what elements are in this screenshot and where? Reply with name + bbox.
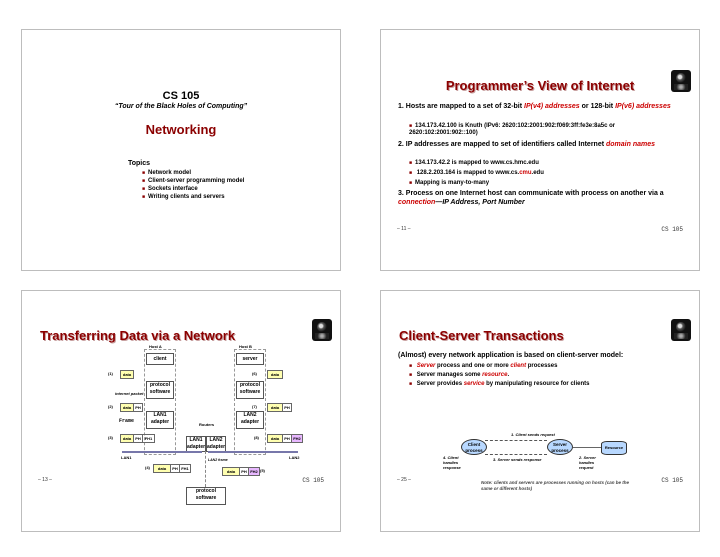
- data-cell: data: [153, 464, 171, 473]
- step-label: (7): [252, 404, 257, 409]
- highlight: domain names: [606, 141, 656, 148]
- frame-label: Frame: [119, 418, 135, 424]
- data-cell: data: [222, 467, 240, 476]
- mascot-logo: [312, 319, 332, 341]
- slide-networking: [21, 29, 341, 271]
- response-arrow: [485, 454, 547, 455]
- bullet: ■ Mapping is many-to-many: [409, 180, 489, 186]
- resource-link: [573, 447, 601, 448]
- fh1-cell: FH1: [142, 434, 155, 443]
- data-cell: data: [267, 370, 283, 379]
- ph-cell: PH: [170, 464, 180, 473]
- ph-cell: PH: [239, 467, 249, 476]
- ph-cell: PH: [133, 434, 143, 443]
- bullet: [409, 381, 589, 387]
- point-2: [398, 140, 683, 149]
- bullet: [409, 372, 509, 378]
- topic-item: ■ Network model: [142, 170, 191, 176]
- router-protocol-software: protocol software: [186, 487, 226, 505]
- lan1-wire: [122, 451, 202, 453]
- step-label: (4): [145, 465, 150, 470]
- highlight: cmu: [519, 170, 532, 176]
- internet-packet-label: internet packet: [115, 391, 144, 396]
- course-label: CS 105: [302, 477, 324, 484]
- step-label: (6): [252, 371, 257, 376]
- note-text: Note: clients and servers are processes running on hosts (can be the same or different hosts): [481, 480, 630, 491]
- data-cell: data: [267, 434, 283, 443]
- protocol-software-b: protocol software: [236, 381, 264, 399]
- bullet-text: .edu: [531, 170, 544, 176]
- lan1-adapter-a: LAN1 adapter: [146, 411, 174, 429]
- lan2-frame-label: LAN2 frame: [208, 458, 228, 462]
- lan1-label: LAN1: [121, 455, 132, 460]
- slide-title: Networking: [145, 122, 217, 137]
- point-text: 3. Process on one Internet host can communicate with process on another via a: [398, 190, 664, 197]
- topic-item: ■ Writing clients and servers: [142, 194, 225, 200]
- lan2-wire: [208, 451, 298, 453]
- step-4-label: 4. Client handles response: [443, 455, 461, 470]
- course-label: CS 105: [661, 226, 683, 233]
- point-text: or 128-bit: [579, 103, 616, 110]
- client-process-node: Client process: [461, 439, 487, 455]
- step-label: (8): [254, 435, 259, 440]
- course-label: CS 105: [661, 477, 683, 484]
- step-2-label: 2. Server handles request: [579, 455, 596, 470]
- host-a-label: Host A: [149, 344, 162, 349]
- step-3-label: 3. Server sends response: [493, 457, 542, 462]
- ph-cell: PH: [282, 434, 292, 443]
- topic-item: ■ Client-server programming model: [142, 178, 244, 184]
- topics-heading: Topics: [128, 160, 151, 167]
- protocol-software-a: protocol software: [146, 381, 174, 399]
- client-box: client: [146, 353, 174, 365]
- slide-client-server: [380, 290, 700, 532]
- data-cell: data: [120, 403, 134, 412]
- fh1-cell: FH1: [179, 464, 191, 473]
- step-label: (5): [260, 468, 265, 473]
- ph-cell: PH: [282, 403, 292, 412]
- mascot-logo: [671, 319, 691, 341]
- data-cell: data: [120, 434, 134, 443]
- bullet: ■ 134.173.42.100 is Knuth (IPv6: 2620:102:2001:902:f069:3ff:fe3e:8a5c or 2620:102:2001:902::100): [409, 123, 679, 137]
- slide-title: Client-Server Transactions: [399, 328, 564, 343]
- page-number: – 25 –: [397, 477, 411, 483]
- fh2-cell: FH2: [248, 467, 260, 476]
- highlight: Server: [416, 363, 436, 369]
- data-cell: data: [120, 370, 134, 379]
- topic-item: ■ Sockets interface: [142, 186, 198, 192]
- course-title: CS 105: [162, 90, 200, 102]
- step-1-label: 1. Client sends request: [511, 432, 555, 437]
- bullet-text: processes: [526, 363, 558, 369]
- highlight: service: [463, 381, 485, 387]
- host-b-label: Host B: [239, 344, 252, 349]
- bullet-text: process and one or more: [435, 363, 511, 369]
- lan2-adapter-b: LAN2 adapter: [236, 411, 264, 429]
- fh2-cell: FH2: [291, 434, 303, 443]
- request-arrow: [485, 440, 547, 441]
- routers-label: Routers: [199, 422, 215, 427]
- slide-title: Transferring Data via a Network: [40, 328, 236, 343]
- highlight: IP(v6) addresses: [615, 103, 671, 110]
- bullet: ■ 134.173.42.2 is mapped to www.cs.hmc.edu: [409, 160, 539, 166]
- point-1: [398, 102, 683, 111]
- slide-title: Programmer’s View of Internet: [445, 78, 635, 93]
- step-label: (2): [108, 404, 113, 409]
- lan2-label: LAN2: [289, 455, 300, 460]
- highlight: resource: [482, 372, 508, 378]
- bullet-text: 128.2.203.164 is mapped to www.cs.: [416, 170, 520, 176]
- course-subtitle: “Tour of the Black Holes of Computing”: [114, 103, 248, 110]
- ph-cell: PH: [133, 403, 143, 412]
- step-label: (1): [108, 371, 113, 376]
- server-box: server: [236, 353, 264, 365]
- bullet-text: by manipulating resource for clients: [484, 381, 590, 387]
- bullet-text: Server manages some: [416, 372, 483, 378]
- point-3: [398, 189, 688, 207]
- bullet: [409, 170, 544, 176]
- bullet-text: Server provides: [416, 381, 464, 387]
- router-link: [205, 451, 206, 487]
- slide-transferring-data: [21, 290, 341, 532]
- resource-node: Resource: [601, 441, 627, 455]
- point-text: 2. IP addresses are mapped to set of identifiers called Internet: [398, 141, 606, 148]
- data-cell: data: [267, 403, 283, 412]
- highlight: connection: [398, 199, 436, 206]
- router-lan1-adapter: LAN1 adapter: [187, 437, 206, 450]
- point-text: 1. Hosts are mapped to a set of 32-bit: [398, 103, 525, 110]
- intro-text: (Almost) every network application is based on client-server model:: [398, 352, 624, 359]
- highlight: IP(v4) addresses: [524, 103, 580, 110]
- highlight: client: [510, 363, 527, 369]
- point-text: —IP Address, Port Number: [435, 199, 525, 206]
- page-number: – 11 –: [397, 226, 411, 232]
- server-process-node: Server process: [547, 439, 573, 455]
- page-number: – 13 –: [38, 477, 52, 483]
- bullet-text: .: [507, 372, 510, 378]
- bullet: [409, 363, 557, 369]
- slide-programmers-view: [380, 29, 700, 271]
- router-lan2-adapter: LAN2 adapter: [207, 437, 226, 450]
- step-label: (3): [108, 435, 113, 440]
